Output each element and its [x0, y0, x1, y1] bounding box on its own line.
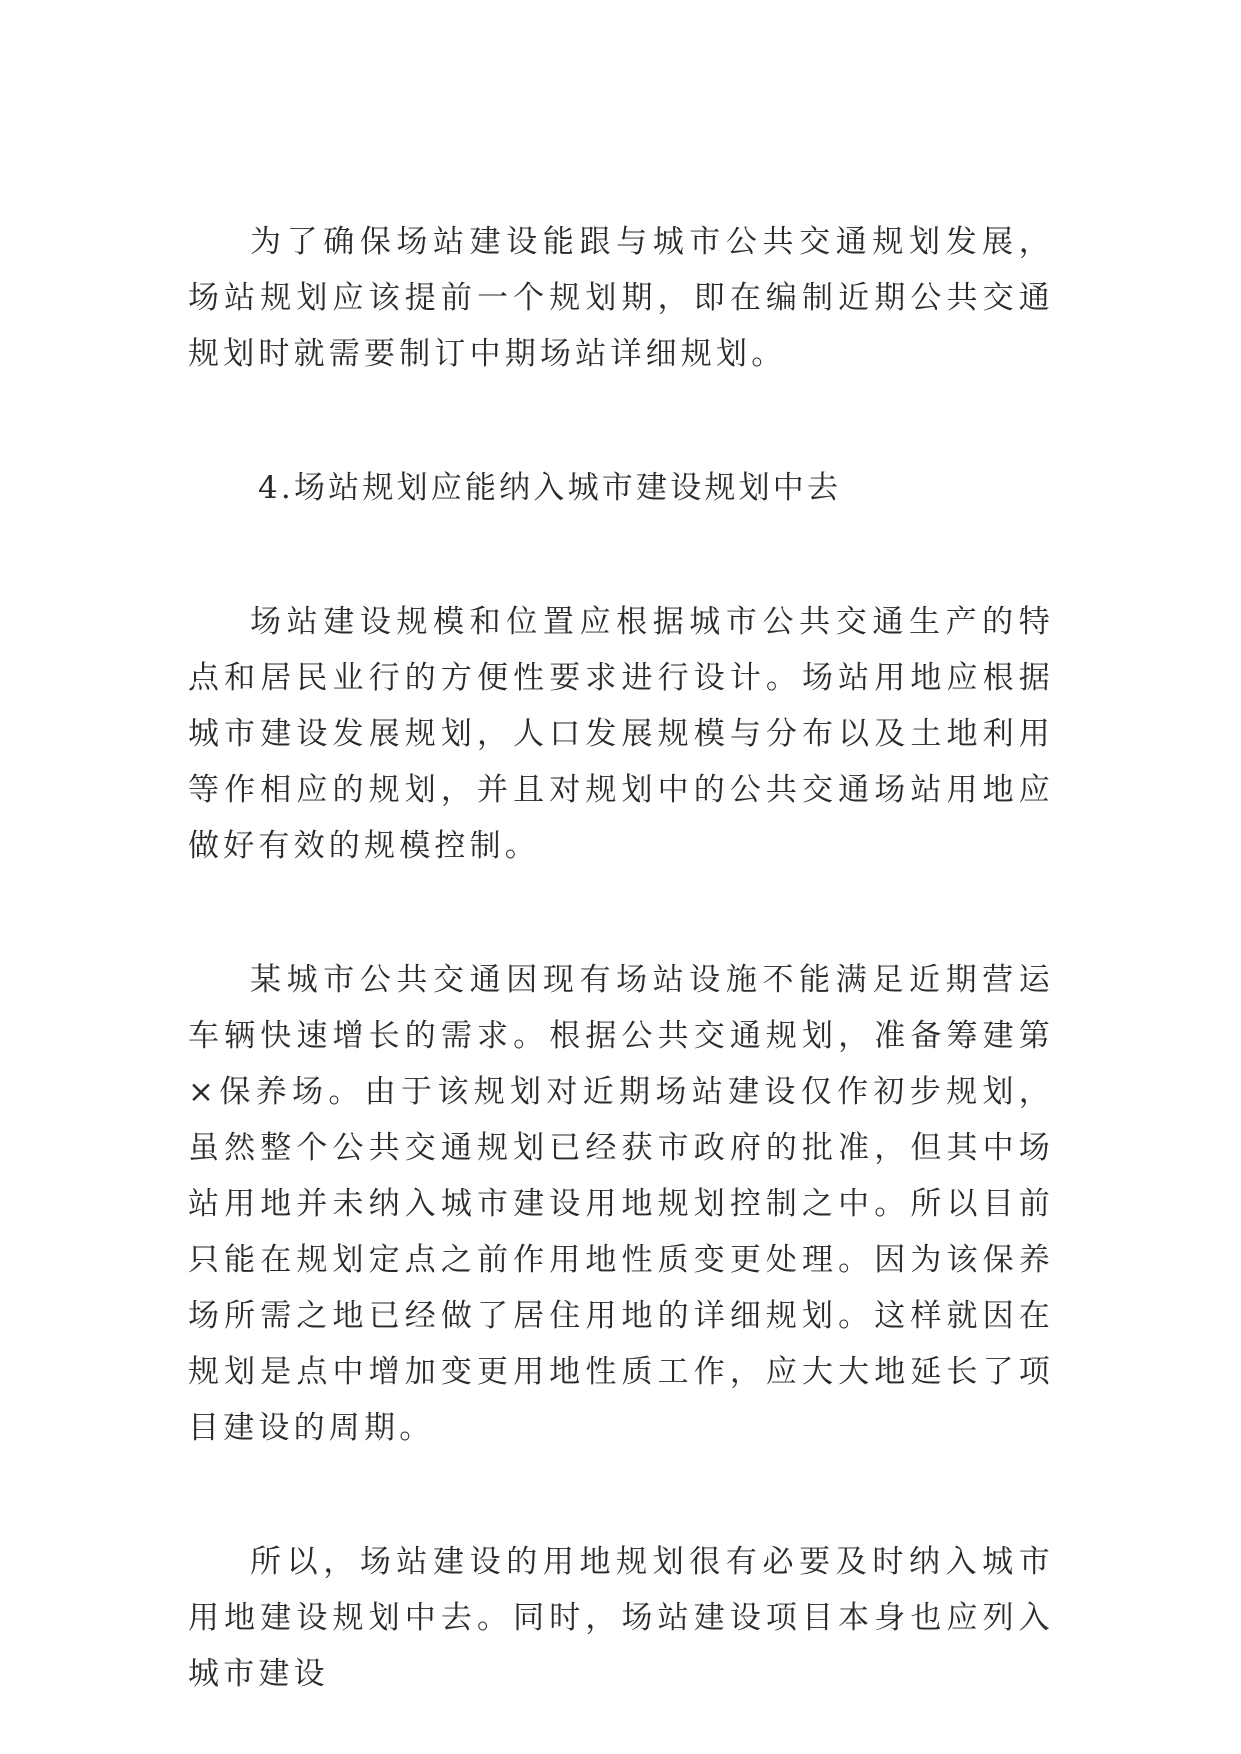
paragraph-spacer — [188, 382, 1054, 460]
section-heading-4: 4.场站规划应能纳入城市建设规划中去 — [258, 470, 842, 506]
paragraph-spacer — [188, 1456, 1054, 1534]
document-body — [188, 214, 1054, 1702]
paragraph-4: 所以，场站建设的用地规划很有必要及时纳入城市用地建设规划中去。同时，场站建设项目本身也应列入城市建设 — [188, 1544, 1054, 1692]
paragraph-3: 某城市公共交通因现有场站设施不能满足近期营运车辆快速增长的需求。根据公共交通规划，准备筹建第×保养场。由于该规划对近期场站建设仅作初步规划，虽然整个公共交通规划已经获市政府的批准，但其中场站用地并未纳入城市建设用地规划控制之中。所以目前只能在规划定点之前作用地性质变更处理。因为该保养场所需之地已经做了居住用地的详细规划。这样就因在规划是点中增加变更用地性质工作，应大大地延长了项目建设的周期。 — [188, 962, 1054, 1446]
paragraph-spacer — [188, 516, 1054, 594]
paragraph-2: 场站建设规模和位置应根据城市公共交通生产的特点和居民业行的方便性要求进行设计。场站用地应根据城市建设发展规划，人口发展规模与分布以及土地利用等作相应的规划，并且对规划中的公共交通场站用地应做好有效的规模控制。 — [188, 604, 1054, 864]
paragraph-spacer — [188, 874, 1054, 952]
paragraph-1: 为了确保场站建设能跟与城市公共交通规划发展，场站规划应该提前一个规划期，即在编制近期公共交通规划时就需要制订中期场站详细规划。 — [188, 224, 1054, 372]
